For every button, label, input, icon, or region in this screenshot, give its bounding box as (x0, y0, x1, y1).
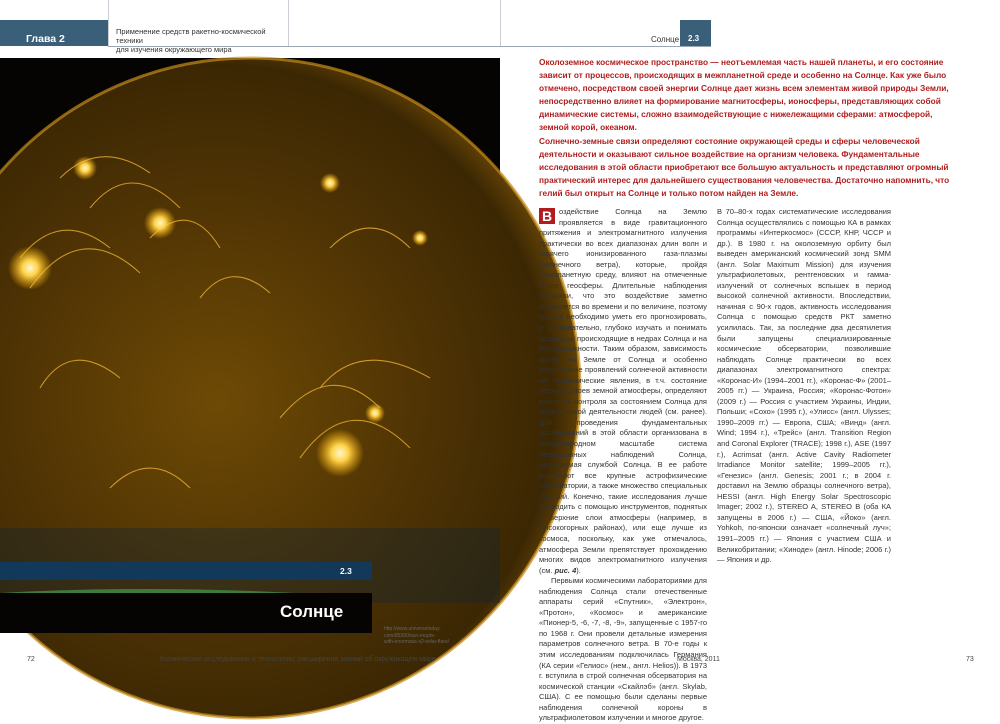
sun-illustration (0, 58, 500, 603)
body-paragraph: Первыми космическими лабораториями для наблюдения Солнца стали отечественные аппараты серий «Спутник», «Электрон», «Протон», «Космос» и американские «Пионер-5, -6, -7, -8, -9», запущенные с 1957-го по 1968 г. Они провели детальные измерения параметров солнечного ветра. В 70-е годы к этим исследованиям подключилась Германия (КА серии «Гелиос» (нем., англ. Helios)). В 1973 г. вступила в строй солнечная обсерватория на космической станции «Скайлэб» (англ. Skylab, США). С ее помощью были сделаны первые наблюдения солнечной короны в ультрафиолетовом излучении и многое другое. (539, 576, 707, 723)
book-title: Космические исследования и технологии: расширение знаний об окружающем мире (160, 656, 436, 663)
dropcap: В (539, 208, 555, 224)
body-paragraph: В оздействие Солнца на Землю проявляется в виде гравитационного притяжения и электромагнитного излучения практически во всех диапазонах длин волн и горячего ионизированного газа-плазмы (солнечного ветра), которые, пройдя межпланетную среду, влияют на отмеченные выше геосферы. Длительные наблюдения показали, что это воздействие заметно изменяется во времени и по величине, поэтому крайне необходимо уметь его прогнозировать, а следовательно, глубоко изучать и понимать процессы, происходящие в недрах Солнца и на его поверхности. Таким образом, зависимость жизни на Земле от Солнца и особенно воздействие проявлений солнечной активности на геофизические явления, в т.ч. состояние верхних слоев земной атмосферы, определяют важность контроля за состоянием Солнца для практической деятельности людей (см. ранее). Для проведения фундаментальных исследований в этой области организована в международном масштабе система непрерывных наблюдений Солнца, называемая службой Солнца. В ее работе участвуют все крупные астрофизические обсерватории, а также множество специальных станций. Конечно, такие исследования лучше проводить с помощью инструментов, поднятых в верхние слои атмосферы (например, в высокогорных районах), или еще лучше из космоса, поскольку, как уже отмечалось, атмосфера Земли препятствует прохождению многих видов электромагнитного излучения (см. рис. 4). (539, 207, 707, 575)
figure-reference[interactable]: рис. 4 (554, 565, 577, 575)
lead-paragraph: Околоземное космическое пространство — неотъемлемая часть нашей планеты, и его состояние зависит от процессов, происходящих в межпланетной среде и особенно на Солнце. Как уже было отмечено, посредством своей энергии Солнце дает жизнь всем элементам живой природы Земли, непосредственно влияет на формирование магнитосферы, ионосферы, представляющих собой динамические системы, сложно взаимодействующие с нижележащими сферами: атмосферой, земной корой, океаном. (539, 57, 949, 133)
header-divider (108, 0, 109, 47)
lead-paragraph: Солнечно-земные связи определяют состояние окружающей среды и сферы человеческой деятельности и оказывают сильное воздействие на организм человека. Фундаментальные исследования в этой области приобретают все большую актуальность и представляют огромный практический интерес для дальнейшего существования человечества. Достаточно напомнить, что гелий был открыт на Солнце и только потом найден на Земле. (539, 135, 950, 198)
figure-section-number: 2.3 (340, 566, 352, 576)
body-paragraph: В 70–80-х годах систематические исследования Солнца осуществлялись с помощью КА в рамках программы «Интеркосмос» (СССР, КНР, ЧССР и др.). В 1980 г. на околоземную орбиту был выведен американский космический зонд SMM (англ. Solar Maximum Mission) для изучения ультрафиолетовых, рентгеновских и гамма-излучений от солнечных вспышек в период высокой солнечной активности. Впоследствии, начиная с 90-х годов, активность исследования Солнца с помощью средств РКТ заметно усилилась. Так, за последние два десятилетия были запущены специализированные космические обсерватории, позволившие наблюдать Солнце практически во всех диапазонах электромагнитного спектра: «Коронас-И» (1994–2001 гг.), «Коронас-Ф» (2001–2005 гг.) — Украина, Россия; «Коронас-Фотон» (2009 г.) — Россия с участием Украины, Индии, Польши; «Сохо» (1995 г.), «Улисс» (англ. Ulysses; 1990–2009 гг.) — Европа, США; «Винд» (англ. Wind; 1994 г.), «Трейс» (англ. Transition Region and Coronal Explorer (TRACE); 1998 г.), ASE (1997 г.), Acrimsat (англ. Active Cavity Radiometer Irradiance Monitor satellite; 1999–2005 гг.), «Генезис» (англ. Genesis; 2001 г.; в 2004 г. доставил на Землю образцы солнечного ветра), HESSI (англ. High Energy Solar Spectroscopic Imager; 2002 г.), STEREO A, STEREO B (оба КА запущены в 2006 г.) — США, «Йоко» (англ. Yohkoh, по-японски означает «солнечный луч»; 1991–2005 гг.) — Япония с участием США и Великобритании; «Хиноде» (англ. Hinode; 2006 г.) — Япония и др. (717, 207, 891, 565)
header-divider (500, 0, 501, 47)
page-number-right: 73 (966, 656, 974, 663)
lead-text (539, 56, 961, 200)
body-column-right (717, 207, 891, 652)
chapter-tab (0, 20, 108, 46)
section-number-tab (680, 20, 711, 46)
section-number: 2.3 (688, 34, 700, 43)
running-head-section: Солнце (651, 35, 680, 44)
figure-section-tag (0, 562, 372, 580)
page-number-left: 72 (27, 656, 35, 663)
city-year: Москва, 2011 (677, 656, 720, 663)
figure-title: Солнце (280, 602, 344, 621)
figure-title-banner (0, 593, 372, 633)
sun-photo (0, 58, 500, 603)
image-credit: http://www.universetoday. com/85390/sun-erupts- with-enormous-x2-solar-flare/ (384, 626, 450, 645)
chapter-label: Глава 2 (26, 33, 65, 45)
running-head-subject: Применение средств ракетно-космической техники для изучения окружающего мира (116, 27, 266, 54)
